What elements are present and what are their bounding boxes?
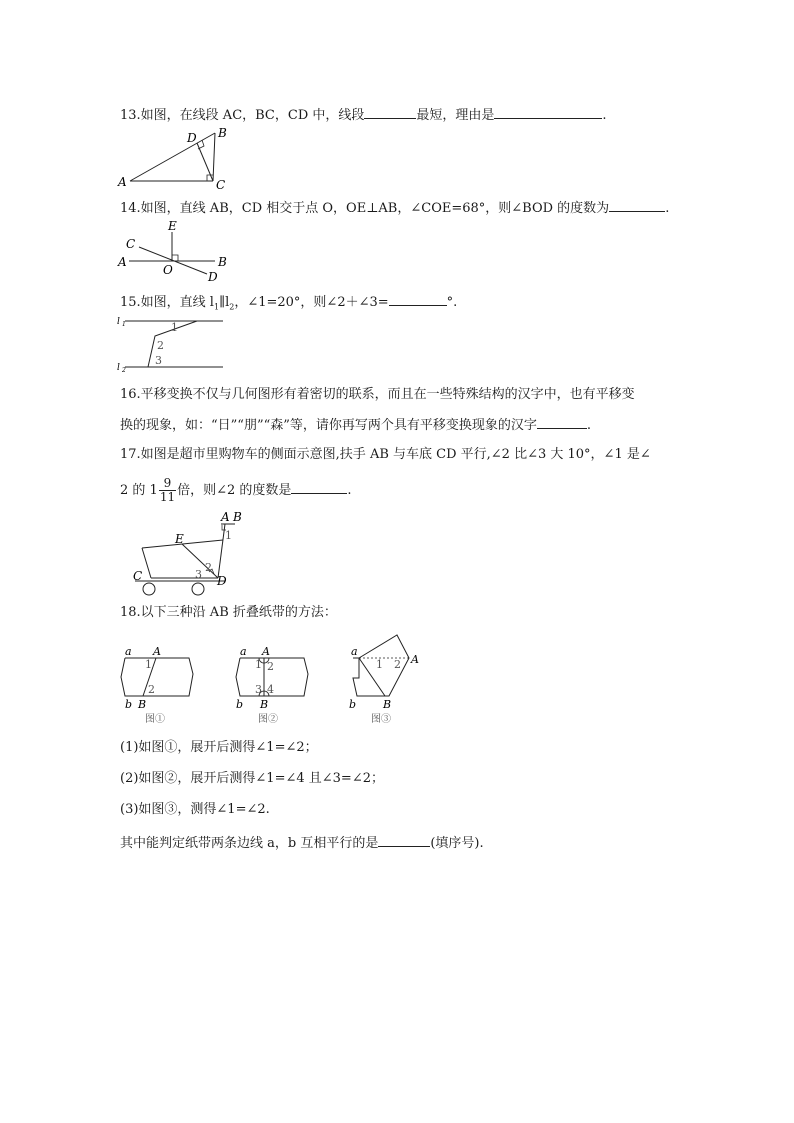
label-A: A	[118, 255, 127, 269]
svg-text:B: B	[260, 698, 269, 711]
q14-intersecting-lines-figure	[115, 218, 240, 284]
label-l2: l	[117, 363, 120, 373]
label-B: B	[218, 126, 227, 140]
q18-figure-3	[345, 630, 430, 724]
label-O: O	[163, 263, 173, 277]
q14-text: 14.如图，直线 AB，CD 相交于点 O，OE⊥AB，∠COE=68°，则∠BOD 的度数为 .	[120, 197, 669, 218]
label-E: E	[168, 219, 177, 233]
svg-text:2: 2	[148, 683, 155, 696]
svg-text:B: B	[138, 698, 147, 711]
q18-item-3: (3)如图③，测得∠1=∠2.	[120, 802, 270, 817]
angle-3: 3	[155, 354, 162, 367]
svg-text:a: a	[125, 645, 132, 658]
angle-2: 2	[205, 561, 212, 574]
svg-text:2: 2	[394, 658, 401, 671]
q18-conclusion: 其中能判定纸带两条边线 a，b 互相平行的是 (填序号).	[120, 832, 484, 853]
label-C: C	[216, 178, 226, 192]
svg-text:a: a	[240, 645, 247, 658]
q15-parallel-lines-figure	[115, 312, 235, 374]
caption-fig-1: 图①	[145, 714, 165, 724]
label-l1: l	[117, 317, 120, 327]
q18-blank[interactable]	[378, 832, 430, 847]
q18-title: 18.以下三种沿 AB 折叠纸带的方法：	[120, 605, 337, 620]
svg-text:1: 1	[255, 658, 262, 671]
svg-text:1: 1	[376, 658, 383, 671]
svg-text:b: b	[125, 698, 133, 711]
caption-fig-2: 图②	[258, 714, 278, 724]
label-C: C	[133, 569, 143, 583]
q16-line-2: 换的现象，如：“日”“朋”“森”等，请你再写两个具有平移变换现象的汉字 .	[120, 414, 591, 435]
q18-item-2: (2)如图②，展开后测得∠1=∠4 且∠3=∠2；	[120, 771, 384, 786]
q13-blank-2[interactable]	[494, 104, 602, 119]
svg-text:1: 1	[122, 321, 126, 328]
q17-line-1: 17.如图是超市里购物车的侧面示意图,扶手 AB 与车底 CD 平行,∠2 比∠3 大 10°，∠1 是∠	[120, 447, 651, 462]
svg-text:2: 2	[267, 660, 274, 673]
q18-figure-1	[115, 642, 200, 724]
q14-blank[interactable]	[609, 197, 665, 212]
svg-text:b: b	[236, 698, 244, 711]
svg-text:3: 3	[255, 683, 262, 696]
svg-text:A: A	[411, 653, 419, 666]
label-D: D	[187, 131, 197, 145]
label-D: D	[208, 270, 218, 284]
q13-blank-1[interactable]	[364, 104, 416, 119]
label-A: A	[118, 175, 127, 189]
label-B: B	[218, 255, 227, 269]
fraction-9-11: $\frac{9}{11}$	[159, 476, 176, 504]
q16-line-1: 16.平移变换不仅与几何图形有着密切的联系，而且在一些特殊结构的汉字中，也有平移变	[120, 387, 635, 402]
q15-text: 15.如图，直线 $l_1\parallel l_2$，∠1=20°，则∠2＋∠3= °.	[120, 291, 457, 317]
q18-item-1: (1)如图①，展开后测得∠1=∠2；	[120, 740, 318, 755]
q13-text: 13.如图，在线段 AC，BC，CD 中，线段 最短，理由是 .	[120, 104, 607, 125]
q17-blank[interactable]	[291, 479, 347, 494]
q17-shopping-cart-figure	[125, 508, 260, 598]
angle-1: 1	[225, 529, 232, 542]
label-A: A	[221, 510, 230, 524]
angle-1: 1	[171, 321, 178, 334]
caption-fig-3: 图③	[371, 714, 391, 724]
svg-text:A: A	[153, 645, 161, 658]
label-B: B	[233, 510, 242, 524]
svg-text:1: 1	[145, 658, 152, 671]
q16-blank[interactable]	[537, 414, 587, 429]
label-C: C	[126, 237, 136, 251]
q13-triangle-figure	[115, 124, 235, 192]
svg-text:b: b	[349, 698, 357, 711]
svg-text:4: 4	[267, 683, 274, 696]
angle-2: 2	[157, 339, 164, 352]
svg-text:B: B	[383, 698, 392, 711]
svg-text:2: 2	[122, 367, 126, 374]
label-D: D	[217, 574, 227, 588]
q17-line-2: 2 的 1 $\frac{9}{11}$ 倍，则∠2 的度数是 .	[120, 476, 352, 504]
svg-text:A: A	[262, 645, 270, 658]
q15-blank[interactable]	[389, 291, 447, 306]
label-E: E	[175, 532, 184, 546]
angle-3: 3	[195, 568, 202, 581]
svg-text:a: a	[351, 645, 358, 658]
q18-figure-2	[230, 642, 315, 724]
